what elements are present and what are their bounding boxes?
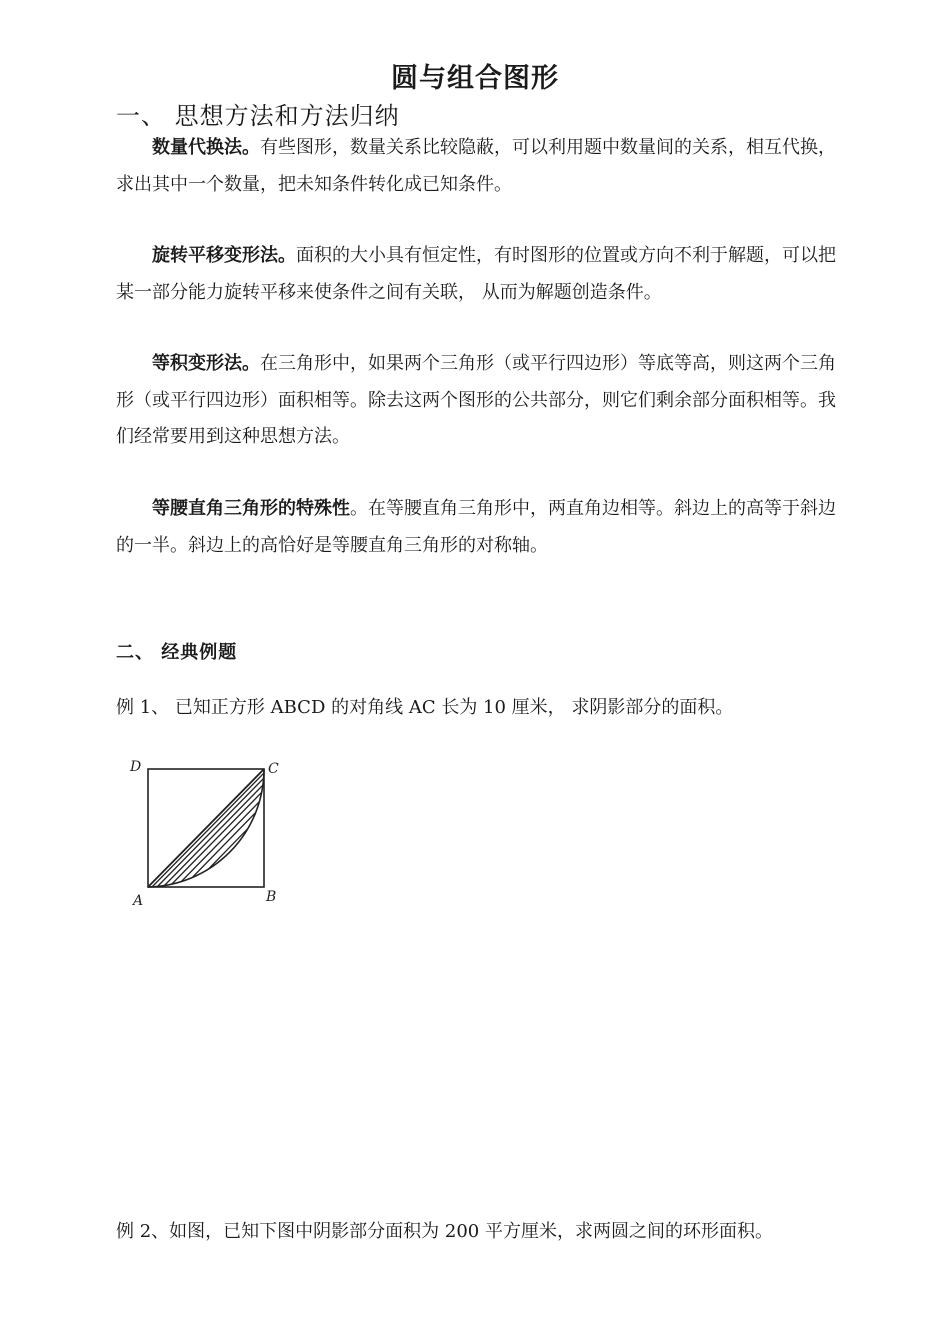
example-1-text: 例 1、 已知正方形 ABCD 的对角线 AC 长为 10 厘米， 求阴影部分的面积。 bbox=[116, 697, 734, 718]
method-paragraph-quantity-substitution bbox=[116, 130, 836, 203]
method-name: 旋转平移变形法。 bbox=[152, 245, 296, 266]
method-paragraph-equal-area bbox=[116, 346, 836, 456]
page-title: 圆与组合图形 bbox=[391, 63, 559, 94]
square-diagram bbox=[126, 755, 296, 915]
method-text: 有些图形，数量关系比较隐蔽，可以利用题中数量间的关系，相互代换，求出其中一个数量，把未知条件转化成已知条件。 bbox=[116, 137, 836, 195]
method-paragraph-rotation-translation bbox=[116, 238, 836, 311]
vertex-label-d: D bbox=[130, 759, 142, 775]
method-name: 等积变形法。 bbox=[152, 353, 260, 374]
vertex-label-c: C bbox=[268, 761, 279, 777]
method-name: 等腰直角三角形的特殊性 bbox=[152, 498, 350, 519]
section-heading-methods: 一、 思想方法和方法归纳 bbox=[116, 102, 400, 130]
method-text: 面积的大小具有恒定性，有时图形的位置或方向不利于解题，可以把某一部分能力旋转平移来使条件之间有关联， 从而为解题创造条件。 bbox=[116, 245, 836, 303]
vertex-label-a: A bbox=[133, 893, 144, 909]
section-heading-examples: 二、 经典例题 bbox=[116, 642, 238, 663]
example-2-text: 例 2、如图，已知下图中阴影部分面积为 200 平方厘米，求两圆之间的环形面积。 bbox=[116, 1221, 773, 1242]
method-text: 在三角形中，如果两个三角形（或平行四边形）等底等高，则这两个三角形（或平行四边形）面积相等。除去这两个图形的公共部分，则它们剩余部分面积相等。我们经常要用到这种思想方法。 bbox=[116, 353, 836, 447]
method-text: 。在等腰直角三角形中，两直角边相等。斜边上的高等于斜边的一半。斜边上的高恰好是等腰直角三角形的对称轴。 bbox=[116, 498, 836, 556]
vertex-label-b: B bbox=[266, 889, 277, 905]
method-name: 数量代换法。 bbox=[152, 137, 260, 158]
diagonal-ac bbox=[148, 769, 264, 887]
method-paragraph-isosceles-right-triangle bbox=[116, 491, 836, 564]
square-diagram-figure bbox=[126, 755, 296, 915]
